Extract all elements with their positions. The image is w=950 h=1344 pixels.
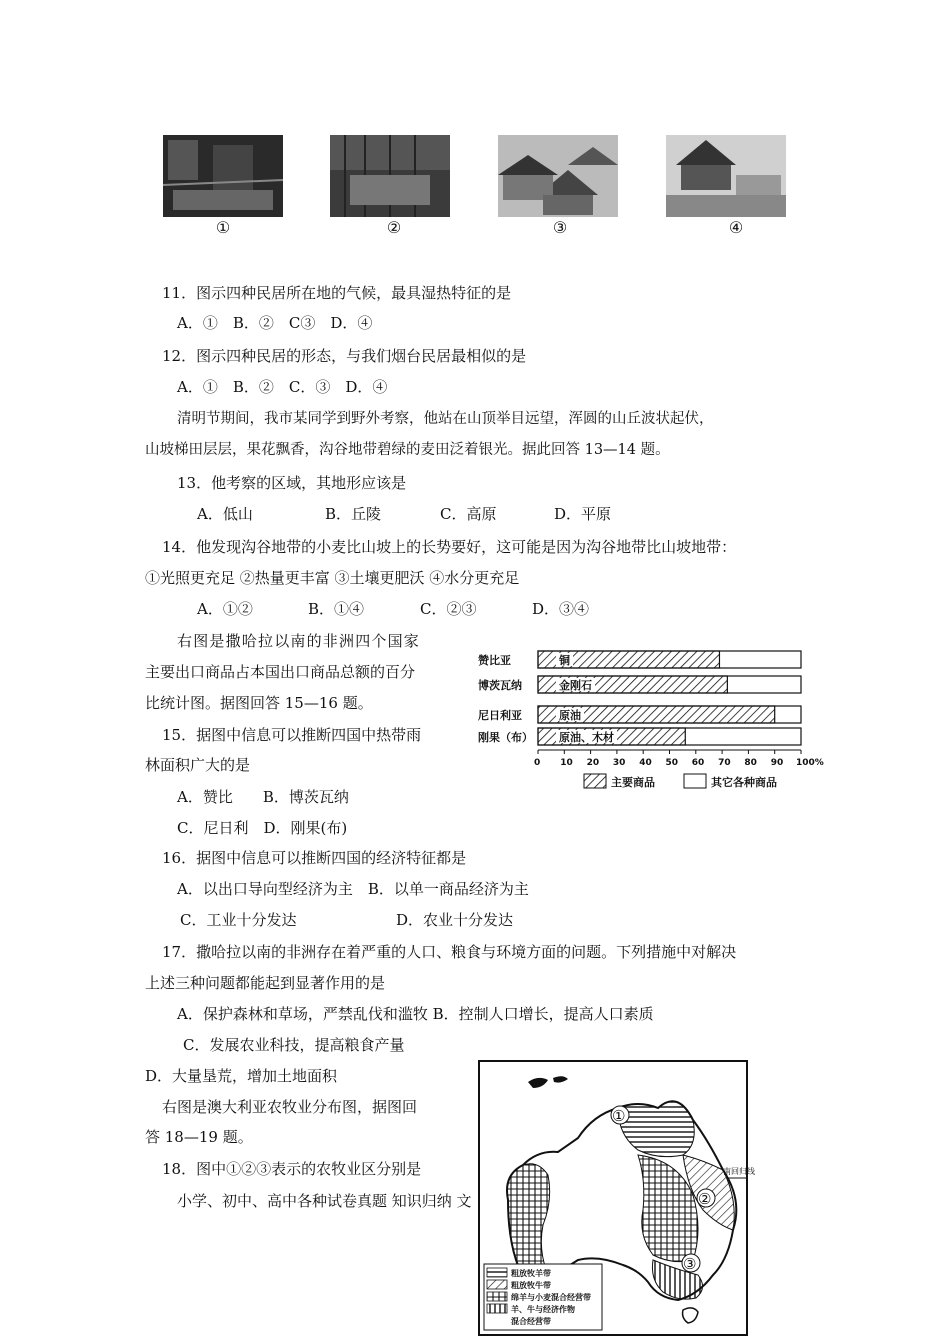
q16-option-d: D．农业十分发达 [396, 911, 514, 929]
legend-item-1: 粗放牧羊带 [511, 1269, 551, 1278]
chart-bar-label: 铜 [559, 654, 570, 667]
map-marker-3: ③ [683, 1255, 697, 1273]
q11-options: A．① B．② C③ D．④ [177, 314, 373, 332]
legend-swatch-other [684, 774, 706, 788]
map-marker-1: ① [612, 1107, 626, 1125]
q13-option-a: A．低山 [197, 505, 253, 523]
chart-x-tick-label: 60 [691, 758, 705, 768]
q16-stem: 16．据图中信息可以推断四国的经济特征都是 [162, 849, 467, 867]
photo-label-1: ① [215, 218, 231, 237]
legend-item-2: 粗放牧牛带 [511, 1281, 551, 1290]
chart-x-tick-label: 70 [718, 758, 731, 768]
chart-x-tick-label: 90 [770, 758, 784, 768]
photo-label-4: ④ [728, 218, 744, 237]
chart-bar-label: 金刚石 [559, 679, 592, 692]
legend-label-main: 主要商品 [611, 776, 655, 789]
photo-label-3: ③ [552, 218, 568, 237]
q15-options-cd: C．尼日利 D．刚果(布) [177, 819, 348, 837]
passage2-line1: 右图是撒哈拉以南的非洲四个国家 [177, 632, 421, 650]
chart-category-label: 刚果（布） [478, 731, 533, 744]
chart-category-label: 博茨瓦纳 [478, 679, 522, 692]
q16-options-ab: A．以出口导向型经济为主 B．以单一商品经济为主 [177, 880, 529, 898]
q13-stem: 13．他考察的区域，其地形应该是 [177, 474, 407, 492]
legend-item-3: 绵羊与小麦混合经营带 [511, 1293, 591, 1302]
chart-x-tick-label: 10 [560, 758, 573, 768]
q14-option-a: A．①② [197, 600, 253, 618]
q14-items: ①光照更充足 ②热量更丰富 ③土壤更肥沃 ④水分更充足 [145, 569, 520, 587]
chart-x-tick-label: 50 [665, 758, 679, 768]
chart-x-tick-label: 0 [534, 758, 541, 768]
map-marker-2: ② [698, 1190, 712, 1208]
export-chart [470, 640, 830, 800]
chart-category-label: 尼日利亚 [478, 709, 522, 722]
chart-x-tick-label: 30 [612, 758, 626, 768]
q17-line2: 上述三种问题都能起到显著作用的是 [145, 974, 386, 992]
q18-stem: 18．图中①②③表示的农牧业区分别是 [162, 1160, 422, 1178]
passage1-line1: 清明节期间，我市某同学到野外考察，他站在山顶举目远望，浑圆的山丘波状起伏， [177, 411, 714, 427]
chart-bar-label: 原油 [559, 709, 581, 722]
q14-stem: 14．他发现沟谷地带的小麦比山坡上的长势要好，这可能是因为沟谷地带比山坡地带： [162, 538, 737, 556]
q16-option-c: C．工业十分发达 [180, 911, 297, 929]
q13-option-b: B．丘陵 [325, 505, 382, 523]
chart-x-tick-label: 80 [744, 758, 757, 768]
q17-option-d: D．大量垦荒，增加土地面积 [145, 1067, 338, 1085]
passage1-line2: 山坡梯田层层，果花飘香，沟谷地带碧绿的麦田泛着银光。据此回答 13—14 题。 [145, 442, 670, 458]
q13-option-c: C．高原 [440, 505, 497, 523]
q17-line1: 17．撒哈拉以南的非洲存在着严重的人口、粮食与环境方面的问题。下列措施中对解决 [162, 943, 737, 961]
q11-stem: 11．图示四种民居所在地的气候，最具湿热特征的是 [162, 284, 512, 302]
q15-options-ab: A．赞比 B．博茨瓦纳 [177, 788, 349, 806]
q14-option-c: C．②③ [420, 600, 477, 618]
chart-x-tick-label: 40 [639, 758, 652, 768]
photo-label-2: ② [386, 218, 402, 237]
chart-bar-label: 原油、木材 [559, 731, 614, 744]
legend-item-5: 混合经营带 [511, 1317, 551, 1326]
house-photo-3 [498, 135, 618, 217]
legend-item-4: 羊、牛与经济作物 [511, 1305, 575, 1314]
chart-x-tick-label: 100% [796, 758, 824, 768]
house-photo-1 [163, 135, 283, 217]
q14-option-b: B．①④ [308, 600, 365, 618]
passage2-line3: 比统计图。据图回答 15—16 题。 [145, 694, 373, 712]
footer-text: 小学、初中、高中各种试卷真题 知识归纳 文 [177, 1192, 472, 1210]
chart-x-tick-label: 20 [586, 758, 600, 768]
tropic-label: 南回归线 [723, 1167, 755, 1176]
q15-line2: 林面积广大的是 [145, 756, 251, 774]
passage3-line1: 右图是澳大利亚农牧业分布图，据图回 [162, 1098, 418, 1116]
q15-line1: 15．据图中信息可以推断四国中热带雨 [162, 726, 422, 744]
australia-agriculture-map [478, 1060, 755, 1336]
legend-swatch-main [584, 774, 606, 788]
passage2-line2: 主要出口商品占本国出口商品总额的百分 [145, 663, 416, 681]
house-photo-4 [666, 135, 786, 217]
q14-option-d: D．③④ [532, 600, 590, 618]
q12-options: A．① B．② C．③ D．④ [177, 378, 388, 396]
house-photo-2 [330, 135, 450, 217]
q17-option-c: C．发展农业科技，提高粮食产量 [183, 1036, 405, 1054]
chart-category-label: 赞比亚 [478, 654, 511, 667]
legend-label-other: 其它各种商品 [711, 776, 777, 789]
q12-stem: 12．图示四种民居的形态，与我们烟台民居最相似的是 [162, 347, 527, 365]
passage3-line2: 答 18—19 题。 [145, 1128, 253, 1146]
q17-options-ab: A．保护森林和草场，严禁乱伐和滥牧 B．控制人口增长，提高人口素质 [177, 1005, 654, 1023]
q13-option-d: D．平原 [554, 505, 612, 523]
